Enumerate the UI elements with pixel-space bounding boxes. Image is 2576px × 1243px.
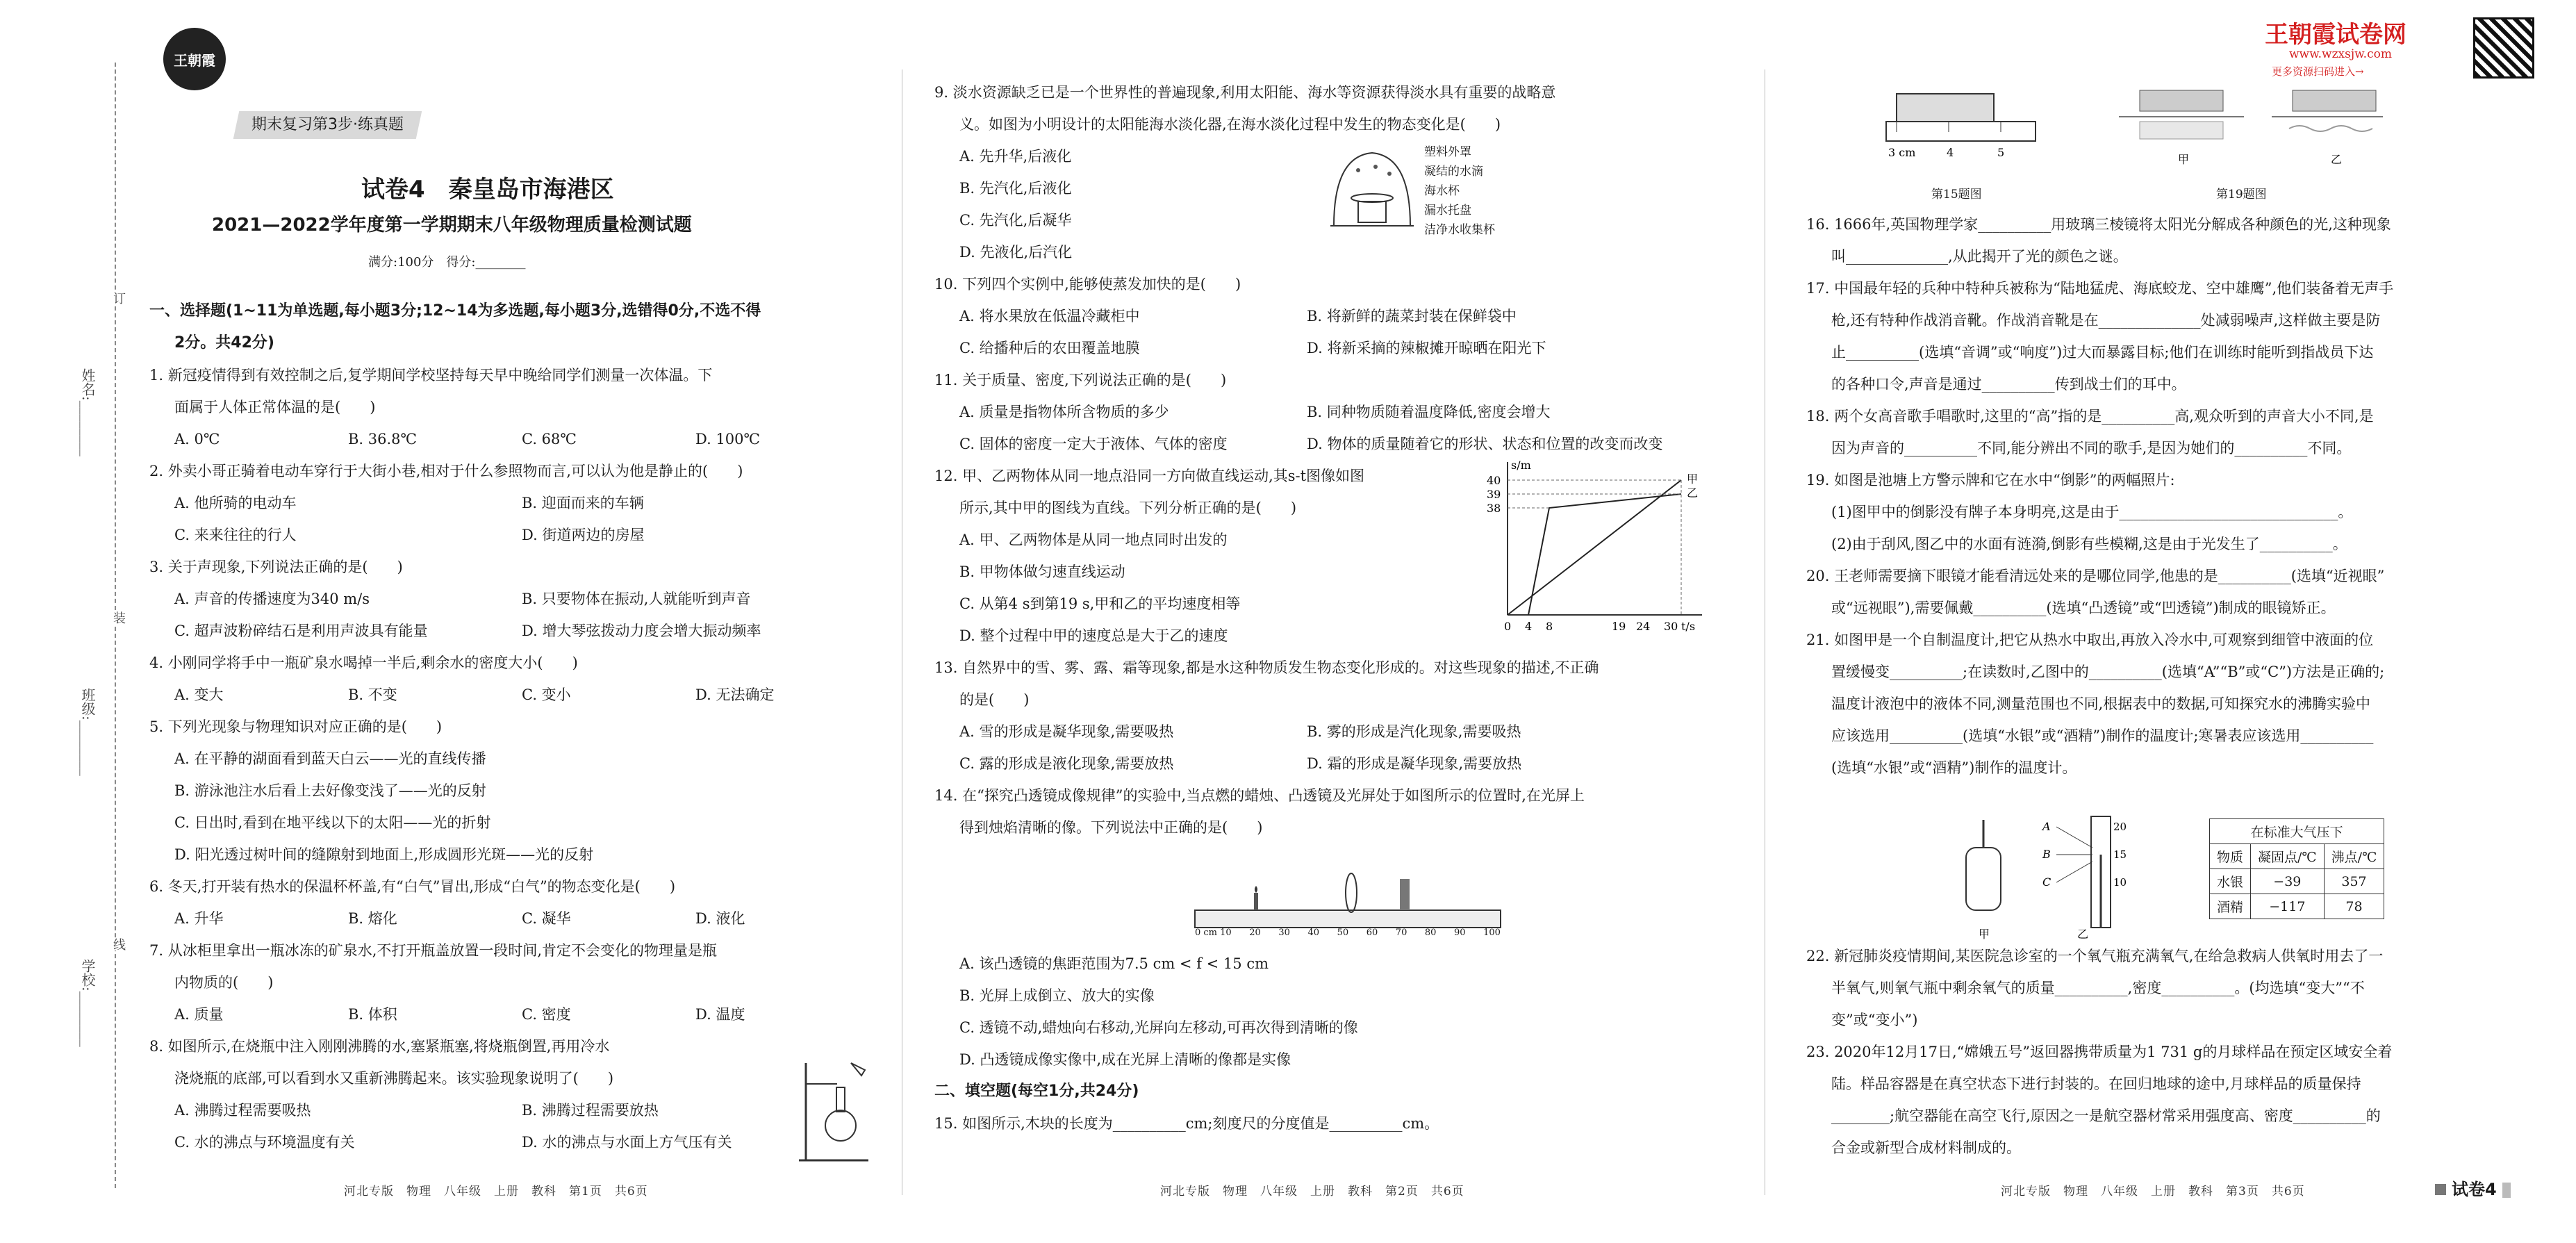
x-tick-30: 30: [1664, 620, 1678, 633]
x-label: t/s: [1681, 620, 1696, 633]
label-cover: 塑料外罩: [1424, 145, 1471, 159]
column-3: [1806, 208, 2543, 1164]
question-23: 23. 2020年12月17日,“嫦娥五号”返回器携带质量为1 731 g的月球样品在预定区域安全着 陆。样品容器是在真空状态下进行封装的。在回归地球的途中,月球样品的质量保持 ________;航空器能在高空飞行,原因之一是航空器材常采用强度高、密度__________的 合金或新型合成材料制成的。: [1806, 1044, 2393, 1156]
label-collector: 洁净水收集杯: [1424, 223, 1495, 237]
photo-label-yi: 乙: [2331, 153, 2343, 166]
thermometer-figure: [1931, 806, 2168, 945]
question-2: 2. 外卖小哥正骑着电动车穿行于大街小巷,相对于什么参照物而言,可以认为他是静止的( ): [149, 463, 743, 479]
section1-heading-2: 2分。共42分): [174, 334, 274, 352]
question-20: 20. 王老师需要摘下眼镜才能看清远处来的是哪位同学,他患的是__________(选填“近视眼” 或“远视眼”),需要佩戴__________(选填“凸透镜”或“凹透镜”)制成的眼镜矫正。: [1806, 568, 2385, 616]
optical-bench-figure: [1191, 865, 1504, 955]
question-4-options: A. 变大 B. 不变 C. 变小 D. 无法确定: [174, 686, 775, 703]
optical-bench-drawing: [1191, 865, 1504, 935]
question-11-options: A. 质量是指物体所含物质的多少 B. 同种物质随着温度降低,密度会增大: [959, 404, 1551, 420]
section1-heading: 一、选择题(1~11为单选题,每小题3分;12~14为多选题,每小题3分,选错得0分,不选不得: [149, 302, 761, 320]
question-17: 17. 中国最年轻的兵种中特种兵被称为“陆地猛虎、海底蛟龙、空中雄鹰”,他们装备着无声手 枪,还有特种作战消音靴。作战消音靴是在______________处减弱噪声,这样做主要是防 止__________(选填“音调”或“响度”)过大而暴露目标;他们在训练时能听到指战员下达 的各种口令,声音是通过__________传到战士们的耳中。: [1806, 280, 2394, 393]
question-19: 19. 如图是池塘上方警示牌和它在水中“倒影”的两幅照片: (1)图甲中的倒影没有牌子本身明亮,这是由于______________________________。 (2)由于刮风,图乙中的水面有涟漪,倒影有些模糊,这是由于光发生了__________。: [1806, 472, 2353, 552]
question-14-option-c: C. 透镜不动,蜡烛向右移动,光屏向左移动,可再次得到清晰的像: [959, 1019, 1358, 1036]
label-yi: 乙: [1687, 486, 1699, 500]
y-tick-40: 40: [1487, 474, 1501, 487]
table-header: 沸点/℃: [2324, 844, 2384, 869]
question-9-option-b: B. 先汽化,后液化: [959, 180, 1072, 197]
brand-name: 王朝霞试卷网: [2265, 21, 2406, 49]
scale-20: 20: [2113, 821, 2127, 833]
question-12-option-c: C. 从第4 s到第19 s,甲和乙的平均速度相等: [959, 595, 1241, 612]
x-tick-24: 24: [1636, 620, 1651, 633]
binding-strip: [0, 0, 126, 1243]
ruler-tick-3: 3 cm: [1888, 146, 1916, 159]
question-1-options: A. 0℃ B. 36.8℃ C. 68℃ D. 100℃: [174, 431, 761, 447]
question-8: 8. 如图所示,在烧瓶中注入刚刚沸腾的水,塞紧瓶塞,将烧瓶倒置,再用冷水 浇烧瓶的底部,可以看到水又重新沸腾起来。该实验现象说明了( ): [149, 1038, 614, 1087]
table-caption: 在标准大气压下: [2210, 819, 2384, 844]
mark-xian: 线: [109, 938, 127, 950]
x-tick-8: 8: [1546, 620, 1553, 633]
table-row: 水银 −39 357: [2210, 869, 2384, 894]
question-5-option-c: C. 日出时,看到在地平线以下的太阳——光的折射: [174, 814, 491, 831]
question-9-option-a: A. 先升华,后液化: [959, 148, 1072, 165]
question-10-options: A. 将水果放在低温冷藏柜中 B. 将新鲜的蔬菜封装在保鲜袋中: [959, 308, 1517, 324]
flask-figure: [785, 1049, 882, 1167]
fig19-caption: 第19题图: [2216, 188, 2267, 201]
question-14-option-b: B. 光屏上成倒立、放大的实像: [959, 987, 1155, 1004]
brand-slogan: 更多资源扫码进入→: [2272, 65, 2364, 78]
paper-title: 试卷4 秦皇岛市海港区: [361, 176, 614, 204]
class-label: 班级:________: [79, 688, 96, 776]
read-b: B: [2042, 848, 2051, 861]
st-graph: [1473, 455, 1716, 636]
question-12: 12. 甲、乙两物体从同一地点沿同一方向做直线运动,其s-t图像如图 所示,其中甲的图线为直线。下列分析正确的是( ): [934, 468, 1365, 516]
y-tick-38: 38: [1487, 502, 1501, 515]
y-label: s/m: [1511, 459, 1531, 472]
question-18: 18. 两个女高音歌手唱歌时,这里的“高”指的是__________高,观众听到的声音大小不同,是 因为声音的__________不同,能分辨出不同的歌手,是因为她们的__________不同。: [1806, 408, 2374, 456]
question-22: 22. 新冠肺炎疫情期间,某医院急诊室的一个氧气瓶充满氧气,在给急救病人供氧时用去了一 半氧气,则氧气瓶中剩余氧气的质量__________,密度__________。(均选填“变大”“不 变”或“变小”): [1806, 948, 2384, 1028]
column-1: 一、选择题(1~11为单选题,每小题3分;12~14为多选题,每小题3分,选错得0分,不选不得 2分。共42分) 1. 新冠疫情得到有效控制之后,复学期间学校坚持每天早中晚给同学们测量一次体温。下 面属于人体正常体温的是( ) A. 0℃ B. 36.8℃ C. 68℃ D. 100℃ 2. 外卖小哥正骑着电动车穿行于大街小巷,相对于什么参照物而言,可以认为他是静止的( ) A. 他所骑的电动车 B. 迎面而来的车辆 C. 来来往往的行人 D. 街道两边的房屋 3. 关于声现象,下列说法正确的是( ) A. 声音的传播速度为340 m/s B. 只要物体在振动,人就能听到声音 C. 超声波粉碎结石是利用声波具有能量 D. 增大琴弦拨动力度会增大振动频率 4. 小刚同学将手中一瓶矿泉水喝掉一半后,剩余水的密度大小( ) A. 变大 B. 不变 C. 变小 D. 无法确定 5. 下列光现象与物理知识对应正确的是( ) A. 在平静的湖面看到蓝天白云——光的直线传播 B. 游泳池注水后看上去好像变浅了——光的反射 C. 日出时,看到在地平线以下的太阳——光的折射 D. 阳光透过树叶间的缝隙射到地面上,形成圆形光斑——光的反射 6. 冬天,打开装有热水的保温杯杯盖,有“白气”冒出,形成“白气”的物态变化是( ) A. 升华 B. 熔化 C. 凝华 D. 液化 7. 从冰柜里拿出一瓶冰冻的矿泉水,不打开瓶盖放置一段时间,肯定不会变化的物理量是瓶 内物质的( ) A. 质量 B. 体积 C. 密度 D. 温度 8. 如图所示,在烧瓶中注入刚刚沸腾的水,塞紧瓶塞,将烧瓶倒置,再用冷水 浇烧瓶的底部,可以看到水又重新沸腾起来。该实验现象说明了( ) A. 沸腾过程需要吸热 B. 沸腾过程需要放热 C. 水的沸点与环境温度有关 D. 水的沸点与水面上方气压有关: [149, 295, 886, 1158]
question-12-option-d: D. 整个过程中甲的速度总是大于乙的速度: [959, 627, 1228, 644]
label-jia: 甲: [1687, 472, 1699, 486]
question-9-option-d: D. 先液化,后汽化: [959, 244, 1073, 261]
question-14: 14. 在“探究凸透镜成像规律”的实验中,当点燃的蜡烛、凸透镜及光屏处于如图所示的位置时,在光屏上 得到烛焰清晰的像。下列说法中正确的是( ): [934, 787, 1585, 836]
fig15-caption: 第15题图: [1931, 188, 1982, 201]
question-11: 11. 关于质量、密度,下列说法正确的是( ): [934, 372, 1227, 388]
footer-page-2: 河北专版 物理 八年级 上册 教科 第2页 共6页: [1160, 1185, 1464, 1199]
x-tick-19: 19: [1612, 620, 1626, 633]
qr-code[interactable]: [2473, 17, 2534, 79]
x-tick-4: 4: [1525, 620, 1533, 633]
question-8-options: A. 沸腾过程需要吸热 B. 沸腾过程需要放热: [174, 1102, 659, 1119]
question-13: 13. 自然界中的雪、雾、露、霜等现象,都是水这种物质发生物态变化形成的。对这些现象的描述,不正确 的是( ): [934, 659, 1599, 708]
x-tick-0: 0: [1504, 620, 1512, 633]
mark-ding: 订: [109, 292, 127, 304]
question-5-option-d: D. 阳光透过树叶间的缝隙射到地面上,形成圆形光斑——光的反射: [174, 846, 594, 863]
question-14-option-d: D. 凸透镜成像实像中,成在光屏上清晰的像都是实像: [959, 1051, 1291, 1068]
footer-page-1: 河北专版 物理 八年级 上册 教科 第1页 共6页: [344, 1185, 648, 1199]
score-line: 满分:100分 得分:________: [368, 255, 526, 270]
question-13-options: A. 雪的形成是凝华现象,需要吸热 B. 雾的形成是汽化现象,需要吸热: [959, 723, 1521, 740]
read-c: C: [2042, 875, 2051, 889]
question-16: 16. 1666年,英国物理学家__________用玻璃三棱镜将太阳光分解成各种颜色的光,这种现象 叫______________,从此揭开了光的颜色之谜。: [1806, 216, 2391, 265]
question-5-option-a: A. 在平静的湖面看到蓝天白云——光的直线传播: [174, 750, 486, 767]
question-9: 9. 淡水资源缺乏已是一个世界性的普遍现象,利用太阳能、海水等资源获得淡水具有重要的战略意 义。如图为小明设计的太阳能海水淡化器,在海水淡化过程中发生的物态变化是( ): [934, 84, 1556, 133]
label-tray: 漏水托盘: [1424, 204, 1471, 217]
cut-line: [115, 63, 116, 1188]
footer-page-3: 河北专版 物理 八年级 上册 教科 第3页 共6页: [2001, 1185, 2305, 1199]
photo-label-jia: 甲: [2178, 153, 2190, 166]
line-yi: [1528, 494, 1681, 615]
paper-tag: 试卷4: [2435, 1176, 2511, 1200]
fig-label-jia: 甲: [1979, 928, 1990, 941]
mark-zhuang: 装: [109, 611, 127, 624]
question-1: 1. 新冠疫情得到有效控制之后,复学期间学校坚持每天早中晚给同学们测量一次体温。下 面属于人体正常体温的是( ): [149, 367, 713, 415]
question-3: 3. 关于声现象,下列说法正确的是( ): [149, 559, 403, 575]
table-header: 物质: [2210, 844, 2251, 869]
logo: 王朝霞: [163, 28, 226, 90]
school-label: 学校:________: [79, 959, 96, 1047]
table-header: 凝固点/℃: [2251, 844, 2325, 869]
y-tick-39: 39: [1487, 488, 1501, 501]
question-14-option-a: A. 该凸透镜的焦距范围为7.5 cm < f < 15 cm: [959, 955, 1269, 972]
paper-subtitle: 2021—2022学年度第一学期期末八年级物理质量检测试题: [212, 215, 692, 236]
reflection-photos: [2112, 69, 2390, 174]
label-cup: 海水杯: [1424, 184, 1460, 198]
melting-boiling-table: [2209, 818, 2384, 919]
scale-10: 10: [2113, 876, 2127, 889]
question-4: 4. 小刚同学将手中一瓶矿泉水喝掉一半后,剩余水的密度大小( ): [149, 655, 578, 671]
line-jia: [1508, 480, 1681, 615]
table-row: 酒精 −117 78: [2210, 894, 2384, 919]
read-a: A: [2042, 820, 2051, 833]
question-6: 6. 冬天,打开装有热水的保温杯杯盖,有“白气”冒出,形成“白气”的物态变化是( ): [149, 878, 676, 895]
desalinator-figure: [1327, 142, 1563, 247]
name-label: 姓名:________: [79, 368, 96, 456]
question-7-options: A. 质量 B. 体积 C. 密度 D. 温度: [174, 1006, 745, 1023]
question-15: 15. 如图所示,木块的长度为__________cm;刻度尺的分度值是__________cm。: [934, 1115, 1439, 1132]
ruler-tick-5: 5: [1997, 146, 2005, 159]
column-2: 9. 淡水资源缺乏已是一个世界性的普遍现象,利用太阳能、海水等资源获得淡水具有重要的战略意 义。如图为小明设计的太阳能海水淡化器,在海水淡化过程中发生的物态变化是( ) A. 先升华,后液化 B. 先汽化,后液化 C. 先汽化,后凝华 D. 先液化,后汽化 10. 下列四个实例中,能够使蒸发加快的是( ) A. 将水果放在低温冷藏柜中 B. 将新鲜的蔬菜封装在保鲜袋中 C. 给播种后的农田覆盖地膜 D. 将新采摘的辣椒摊开晾晒在阳光下 11. 关于质量、密度,下列说法正确的是( ) A. 质量是指物体所含物质的多少 B. 同种物质随着温度降低,密度会增大 C. 固体的密度一定大于液体、气体的密度 D. 物体的质量随着它的形状、状态和位置的改变而改变 12. 甲、乙两物体从同一地点沿同一方向做直线运动,其s-t图像如图 所示,其中甲的图线为直线。下列分析正确的是( ) A. 甲、乙两物体是从同一地点同时出发的 B. 甲物体做匀速直线运动 C. 从第4 s到第19 s,甲和乙的平均速度相等 D. 整个过程中甲的速度总是大于乙的速度 13. 自然界中的雪、雾、露、霜等现象,都是水这种物质发生物态变化形成的。对这些现象的描述,不正确 的是( ) A. 雪的形成是凝华现象,需要吸热 B. 雾的形成是汽化现象,需要吸热 C. 露的形成是液化现象,需要放热 D. 霜的形成是凝华现象,需要放热 14. 在“探究凸透镜成像规律”的实验中,当点燃的蜡烛、凸透镜及光屏处于如图所示的位置时,在光屏上 得到烛焰清晰的像。下列说法中正确的是( ) A. 该凸透镜的焦距范围为7.5 cm < f < 15 cm B. 光屏上成倒立、放大的实像 C. 透镜不动,蜡烛向右移动,光屏向左移动,可再次得到清晰的像 D. 凸透镜成像实像中,成在光屏上清晰的像都是实像 二、填空题(每空1分,共24分) 15. 如图所示,木块的长度为__________cm;刻度尺的分度值是__________cm。: [934, 76, 1712, 1139]
question-12-option-b: B. 甲物体做匀速直线运动: [959, 563, 1125, 580]
brand-url: www.wzxsjw.com: [2289, 47, 2392, 61]
question-2-options: A. 他所骑的电动车 B. 迎面而来的车辆: [174, 495, 644, 511]
fig-label-yi: 乙: [2077, 928, 2089, 941]
desalinator-drawing: [1327, 142, 1417, 247]
question-5-option-b: B. 游泳池注水后看上去好像变浅了——光的反射: [174, 782, 486, 799]
question-9-option-c: C. 先汽化,后凝华: [959, 212, 1072, 229]
ruler-tick-4: 4: [1947, 146, 1954, 159]
ruler-figure: [1883, 87, 2042, 163]
scale-15: 15: [2113, 848, 2127, 861]
question-12-option-a: A. 甲、乙两物体是从同一地点同时出发的: [959, 532, 1228, 548]
section2-heading: 二、填空题(每空1分,共24分): [934, 1083, 1139, 1100]
section-badge: 期末复习第3步·练真题: [233, 111, 422, 139]
question-6-options: A. 升华 B. 熔化 C. 凝华 D. 液化: [174, 910, 745, 927]
ruler-labels: 0 cm 10 20 30 40 50 60 70 80 90 100: [1195, 928, 1501, 938]
question-3-options: A. 声音的传播速度为340 m/s B. 只要物体在振动,人就能听到声音: [174, 591, 751, 607]
question-5: 5. 下列光现象与物理知识对应正确的是( ): [149, 718, 443, 735]
question-21: 21. 如图甲是一个自制温度计,把它从热水中取出,再放入冷水中,可观察到细管中液面的位 置缓慢变__________;在读数时,乙图中的__________(选填“A”“B”或“C”)方法是正确的; 温度计液泡中的液体不同,测量范围也不同,根据表中的数据,可知探究水的沸腾实验中 应该选用__________(选填“水银”或“酒精”)制作的温度计;寒暑表应该选用__________ (选填“水银”或“酒精”)制作的温度计。: [1806, 632, 2385, 776]
label-droplets: 凝结的水滴: [1424, 165, 1483, 179]
question-7: 7. 从冰柜里拿出一瓶冰冻的矿泉水,不打开瓶盖放置一段时间,肯定不会变化的物理量是瓶 内物质的( ): [149, 942, 718, 991]
question-10: 10. 下列四个实例中,能够使蒸发加快的是( ): [934, 276, 1241, 293]
